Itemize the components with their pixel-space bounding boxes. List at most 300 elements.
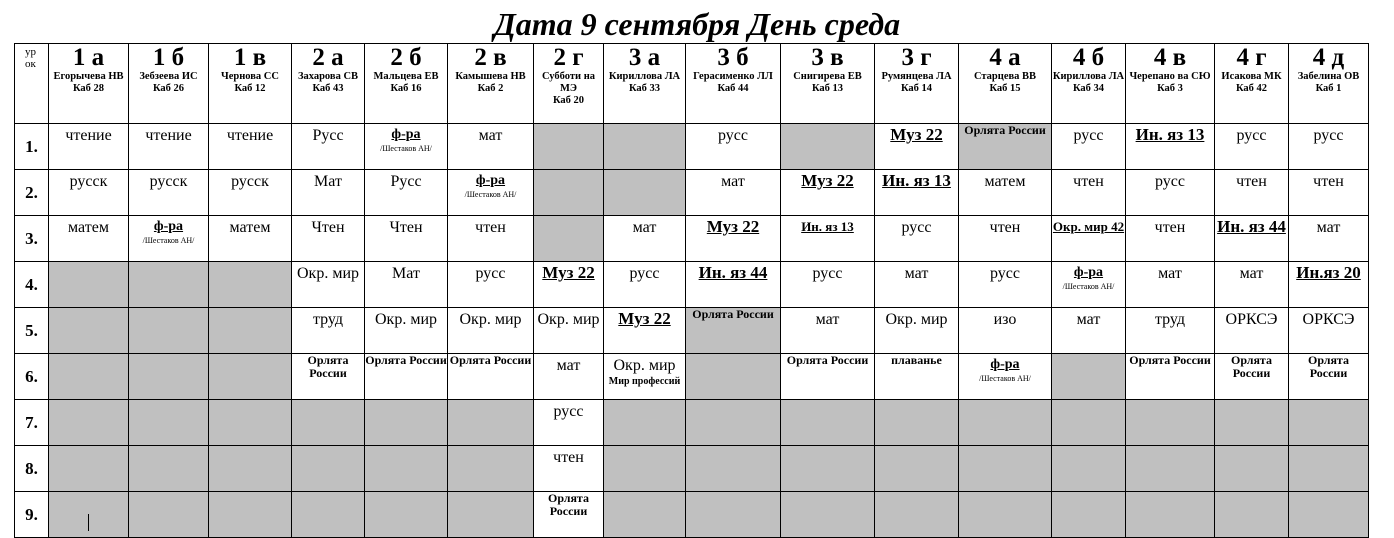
lesson-cell <box>448 124 534 170</box>
subject-label: мат <box>815 311 840 328</box>
subject-label: матем <box>229 219 271 236</box>
lesson-cell <box>1215 170 1289 216</box>
lesson-cell <box>959 124 1052 170</box>
class-header <box>365 44 448 124</box>
extra-lesson: Мир профессий <box>608 376 681 387</box>
lesson-cell <box>534 446 604 492</box>
empty-cell <box>1126 400 1215 446</box>
empty-cell <box>209 308 292 354</box>
subject-label: Русс <box>390 173 422 190</box>
subject-label: Орлята России <box>1129 353 1211 367</box>
lesson-cell <box>365 216 448 262</box>
subject-label: чтен <box>1236 173 1267 190</box>
subject-label: Орлята России <box>307 353 349 380</box>
lesson-cell <box>49 170 129 216</box>
empty-cell <box>49 446 129 492</box>
lesson-cell <box>292 124 365 170</box>
lesson-cell <box>1052 170 1126 216</box>
lesson-cell <box>959 216 1052 262</box>
room-number: Каб 2 <box>477 83 504 94</box>
subject-label: чтен <box>1073 173 1104 190</box>
lesson-cell <box>292 170 365 216</box>
room-number: Каб 26 <box>152 83 185 94</box>
teacher-name: Чернова СС <box>221 71 279 82</box>
lesson-cell <box>49 216 129 262</box>
lesson-cell <box>292 354 365 400</box>
lesson-cell <box>959 170 1052 216</box>
empty-cell <box>209 354 292 400</box>
lesson-cell <box>875 216 959 262</box>
subject-label: ф-ра <box>391 127 421 142</box>
lesson-cell <box>686 124 781 170</box>
empty-cell <box>129 262 209 308</box>
lesson-cell <box>875 262 959 308</box>
lesson-cell <box>129 216 209 262</box>
subject-label: изо <box>993 311 1017 328</box>
subject-label: Окр. мир <box>374 311 437 328</box>
class-name: 1 а <box>72 44 105 71</box>
subject-label: чтен <box>475 219 506 236</box>
class-name: 1 в <box>233 44 267 71</box>
room-number: Каб 42 <box>1235 83 1268 94</box>
subject-label: русск <box>69 173 108 190</box>
subject-label: Русс <box>312 127 344 144</box>
empty-cell <box>604 124 686 170</box>
teacher-name: Камышева НВ <box>455 71 526 82</box>
lesson-cell <box>129 124 209 170</box>
subject-label: ф-ра <box>1073 265 1104 280</box>
teacher-name: Захарова СВ <box>297 71 359 82</box>
lesson-cell <box>781 170 875 216</box>
lesson-cell <box>534 262 604 308</box>
room-number: Каб 44 <box>717 83 749 94</box>
room-number: Каб 13 <box>811 83 844 94</box>
teacher-name: Герасименко ЛЛ <box>693 71 773 82</box>
lesson-number: 5. <box>15 308 49 354</box>
subject-label: русс <box>1236 127 1267 144</box>
lesson-cell <box>1215 354 1289 400</box>
room-number: Каб 3 <box>1157 83 1183 94</box>
empty-cell <box>1289 446 1369 492</box>
class-name: 3 а <box>628 44 661 71</box>
lesson-cell <box>1289 124 1369 170</box>
lesson-cell <box>781 354 875 400</box>
lesson-number: 3. <box>15 216 49 262</box>
subject-label: русск <box>231 173 269 190</box>
lesson-cell <box>1289 262 1369 308</box>
teacher-name: Мальцева ЕВ <box>373 71 439 82</box>
lesson-cell <box>365 124 448 170</box>
empty-cell <box>49 354 129 400</box>
empty-cell <box>686 354 781 400</box>
lesson-cell <box>604 216 686 262</box>
lesson-cell <box>875 124 959 170</box>
subject-label: чтен <box>553 449 584 466</box>
lesson-number: 7. <box>15 400 49 446</box>
lesson-cell <box>448 170 534 216</box>
lesson-cell <box>604 262 686 308</box>
class-name: 4 д <box>1312 44 1345 71</box>
subject-label: Муз 22 <box>706 217 760 236</box>
subject-label: чтение <box>226 127 274 144</box>
lesson-cell <box>365 262 448 308</box>
subject-label: Орлята России <box>365 353 447 367</box>
empty-cell <box>209 400 292 446</box>
lesson-row <box>15 308 1369 354</box>
lesson-cell <box>292 262 365 308</box>
lesson-cell <box>604 354 686 400</box>
empty-cell <box>129 308 209 354</box>
teacher-name: Кириллова ЛА <box>1052 71 1125 82</box>
lesson-cell <box>1126 216 1215 262</box>
empty-cell <box>1052 446 1126 492</box>
class-header <box>781 44 875 124</box>
empty-cell <box>1052 354 1126 400</box>
teacher-note: /Шестаков АН/ <box>1062 282 1115 291</box>
teacher-note: /Шестаков АН/ <box>380 144 432 153</box>
subject-label: ОРКСЭ <box>1302 311 1355 328</box>
subject-label: Ин. яз 13 <box>801 219 854 234</box>
teacher-note: /Шестаков АН/ <box>464 190 517 199</box>
class-header <box>534 44 604 124</box>
subject-label: ф-ра <box>153 219 184 234</box>
empty-cell <box>1126 446 1215 492</box>
empty-cell <box>292 446 365 492</box>
class-name: 4 г <box>1236 44 1267 71</box>
subject-label: Мат <box>314 173 342 190</box>
subject-label: Ин. яз 13 <box>882 171 951 190</box>
lesson-cell <box>875 170 959 216</box>
lesson-cell <box>781 262 875 308</box>
empty-cell <box>209 262 292 308</box>
lesson-row <box>15 124 1369 170</box>
lesson-cell <box>781 216 875 262</box>
empty-cell <box>1215 400 1289 446</box>
lesson-cell <box>1052 308 1126 354</box>
lesson-cell <box>1126 308 1215 354</box>
empty-cell <box>209 446 292 492</box>
lesson-cell <box>959 262 1052 308</box>
empty-cell <box>875 446 959 492</box>
empty-cell <box>129 354 209 400</box>
lesson-cell <box>959 308 1052 354</box>
lesson-cell <box>1289 308 1369 354</box>
room-number: Каб 1 <box>1315 83 1342 94</box>
lesson-cell <box>1289 170 1369 216</box>
subject-label: Мат <box>392 265 420 282</box>
subject-label: труд <box>312 311 344 328</box>
subject-label: чтение <box>145 127 192 144</box>
empty-cell <box>49 400 129 446</box>
empty-cell <box>604 446 686 492</box>
empty-cell <box>604 170 686 216</box>
lesson-row <box>15 354 1369 400</box>
teacher-name: Старцева ВВ <box>973 71 1037 82</box>
subject-label: мат <box>1316 219 1341 236</box>
urok-label: ур ок <box>25 46 36 70</box>
class-header <box>49 44 129 124</box>
subject-label: Орлята России <box>786 353 869 367</box>
lesson-cell <box>1052 216 1126 262</box>
schedule-body <box>15 124 1369 538</box>
empty-cell <box>1052 400 1126 446</box>
subject-label: русс <box>553 403 584 420</box>
empty-cell <box>781 400 875 446</box>
lesson-cell <box>1215 216 1289 262</box>
subject-label: мат <box>478 127 503 144</box>
subject-label: Окр. мир <box>296 265 359 282</box>
lesson-cell <box>686 262 781 308</box>
lesson-number: 1. <box>15 124 49 170</box>
empty-cell <box>129 400 209 446</box>
empty-cell <box>1289 400 1369 446</box>
empty-cell <box>686 446 781 492</box>
subject-label: Ин.яз 20 <box>1296 263 1361 282</box>
lesson-cell <box>448 308 534 354</box>
empty-cell <box>1215 446 1289 492</box>
class-name: 2 б <box>390 44 422 71</box>
empty-cell <box>781 124 875 170</box>
subject-label: русс <box>1073 127 1104 144</box>
subject-label: Чтен <box>389 219 423 236</box>
empty-cell <box>534 170 604 216</box>
lesson-cell <box>365 354 448 400</box>
class-header <box>448 44 534 124</box>
subject-label: русс <box>1313 127 1344 144</box>
subject-label: чтен <box>1313 173 1344 190</box>
class-header <box>875 44 959 124</box>
class-header <box>129 44 209 124</box>
class-header <box>209 44 292 124</box>
subject-label: мат <box>632 219 657 236</box>
teacher-name: Исакова МК <box>1221 71 1282 82</box>
empty-cell <box>534 216 604 262</box>
schedule-table <box>14 43 1369 538</box>
subject-label: Орлята России <box>1308 353 1349 380</box>
lesson-cell <box>49 124 129 170</box>
empty-cell <box>448 446 534 492</box>
empty-cell <box>129 446 209 492</box>
empty-cell <box>49 308 129 354</box>
teacher-note: /Шестаков АН/ <box>142 236 195 245</box>
lesson-cell <box>1215 308 1289 354</box>
subject-label: Орлята России <box>449 353 532 367</box>
subject-label: Ин. яз 13 <box>1135 125 1205 144</box>
class-name: 1 б <box>152 44 185 71</box>
subject-label: русс <box>1155 173 1185 190</box>
lesson-cell <box>365 308 448 354</box>
empty-cell <box>49 262 129 308</box>
class-name: 4 а <box>989 44 1021 71</box>
subject-label: Муз 22 <box>801 171 854 190</box>
class-header <box>1126 44 1215 124</box>
class-name: 3 г <box>901 44 932 71</box>
lesson-cell <box>1215 124 1289 170</box>
lesson-cell <box>686 216 781 262</box>
subject-label: труд <box>1154 311 1186 328</box>
lesson-cell <box>875 354 959 400</box>
lesson-cell <box>1126 354 1215 400</box>
subject-label: Окр. мир <box>885 311 948 328</box>
teacher-name: Зебзеева ИС <box>139 71 198 82</box>
lesson-cell <box>1126 170 1215 216</box>
class-name: 2 г <box>553 44 584 71</box>
lesson-cell <box>1289 216 1369 262</box>
class-header <box>604 44 686 124</box>
subject-label: плаванье <box>891 353 942 367</box>
room-number: Каб 15 <box>989 83 1021 94</box>
teacher-name: Румянцева ЛА <box>881 71 952 82</box>
lesson-cell <box>209 124 292 170</box>
lesson-row <box>15 446 1369 492</box>
lesson-cell <box>292 308 365 354</box>
class-header <box>686 44 781 124</box>
lesson-cell <box>448 354 534 400</box>
subject-label: Орлята России <box>1231 353 1272 380</box>
subject-label: Окр. мир <box>613 357 676 374</box>
subject-label: Муз 22 <box>542 263 595 282</box>
subject-label: Орлята России <box>692 307 774 321</box>
class-name: 3 б <box>717 44 749 71</box>
class-header <box>1289 44 1369 124</box>
room-number: Каб 12 <box>234 83 266 94</box>
lesson-cell <box>292 216 365 262</box>
subject-label: мат <box>904 265 929 282</box>
room-number: Каб 16 <box>390 83 422 94</box>
room-number: Каб 14 <box>900 83 933 94</box>
subject-label: Окр. мир <box>537 311 600 328</box>
subject-label: ОРКСЭ <box>1225 311 1278 328</box>
page-title: Дата 9 сентября День среда <box>493 6 901 42</box>
lesson-cell <box>1052 262 1126 308</box>
subject-label: Орлята России <box>964 123 1046 137</box>
lesson-number: 4. <box>15 262 49 308</box>
subject-label: русск <box>149 173 188 190</box>
lesson-cell <box>1126 124 1215 170</box>
class-header <box>292 44 365 124</box>
subject-label: мат <box>721 173 745 190</box>
lesson-cell <box>534 400 604 446</box>
lesson-row <box>15 262 1369 308</box>
subject-label: Муз 22 <box>618 309 671 328</box>
lesson-cell <box>209 170 292 216</box>
empty-cell <box>959 446 1052 492</box>
empty-cell <box>686 400 781 446</box>
lesson-cell <box>1126 262 1215 308</box>
subject-label: ф-ра <box>475 173 506 188</box>
subject-label: Чтен <box>311 219 345 236</box>
corner-cell <box>15 44 49 124</box>
empty-cell <box>534 124 604 170</box>
lesson-cell <box>365 170 448 216</box>
lesson-cell <box>781 308 875 354</box>
empty-cell <box>875 400 959 446</box>
lesson-cell <box>1215 262 1289 308</box>
lesson-cell <box>129 170 209 216</box>
class-header <box>959 44 1052 124</box>
class-name: 2 в <box>474 44 507 71</box>
lesson-cell <box>1052 124 1126 170</box>
lesson-number: 8. <box>15 446 49 492</box>
teacher-note: /Шестаков АН/ <box>979 374 1031 383</box>
room-number: Каб 20 <box>552 95 585 106</box>
class-name: 4 б <box>1072 44 1105 71</box>
empty-cell <box>365 446 448 492</box>
lesson-cell <box>448 216 534 262</box>
subject-label: русс <box>990 265 1020 282</box>
empty-cell <box>292 400 365 446</box>
subject-label: русс <box>901 219 932 236</box>
teacher-name: Субботи на МЭ <box>541 71 596 94</box>
class-header <box>1052 44 1126 124</box>
header-row <box>15 44 1369 124</box>
lesson-cell <box>604 308 686 354</box>
subject-label: Орлята России <box>548 491 589 518</box>
subject-label: матем <box>68 219 109 236</box>
teacher-name: Снигирева ЕВ <box>793 71 862 82</box>
class-name: 2 а <box>312 44 344 71</box>
subject-label: Ин. яз 44 <box>698 263 768 282</box>
subject-label: мат <box>1158 265 1182 282</box>
lesson-cell <box>209 216 292 262</box>
empty-cell <box>365 400 448 446</box>
lesson-row <box>15 400 1369 446</box>
subject-label: Окр. мир <box>459 311 522 328</box>
teacher-name: Егорычева НВ <box>53 71 124 82</box>
lesson-cell <box>686 308 781 354</box>
room-number: Каб 28 <box>72 83 105 94</box>
teacher-name: Черепано ва СЮ <box>1129 71 1211 82</box>
teacher-name: Кириллова ЛА <box>608 71 681 82</box>
lesson-cell <box>448 262 534 308</box>
class-name: 3 в <box>811 44 844 71</box>
subject-label: мат <box>556 357 581 374</box>
lesson-cell <box>875 308 959 354</box>
lesson-number: 2. <box>15 170 49 216</box>
subject-label: Муз 22 <box>890 125 943 144</box>
subject-label: чтение <box>65 127 112 144</box>
subject-label: чтен <box>989 219 1021 236</box>
lesson-cell <box>1289 354 1369 400</box>
empty-cell <box>448 400 534 446</box>
class-header <box>1215 44 1289 124</box>
teacher-name: Забелина ОВ <box>1297 71 1360 82</box>
lesson-cell <box>686 170 781 216</box>
room-number: Каб 33 <box>628 83 661 94</box>
page-margin-line <box>88 514 89 531</box>
lesson-number: 9. <box>15 492 49 538</box>
empty-cell <box>781 446 875 492</box>
lesson-cell <box>959 354 1052 400</box>
subject-label: русс <box>629 265 660 282</box>
empty-cell <box>959 400 1052 446</box>
empty-cell <box>604 400 686 446</box>
lesson-cell <box>534 308 604 354</box>
room-number: Каб 34 <box>1072 83 1105 94</box>
subject-label: русс <box>718 127 748 144</box>
subject-label: чтен <box>1154 219 1186 236</box>
subject-label: матем <box>984 173 1026 190</box>
subject-label: русс <box>812 265 843 282</box>
subject-label: Окр. мир 42 <box>1052 219 1125 234</box>
subject-label: русс <box>475 265 506 282</box>
lesson-row <box>15 170 1369 216</box>
room-number: Каб 43 <box>312 83 344 94</box>
subject-label: ф-ра <box>990 357 1020 372</box>
subject-label: Ин. яз 44 <box>1217 217 1286 236</box>
lesson-number: 6. <box>15 354 49 400</box>
lesson-row <box>15 216 1369 262</box>
